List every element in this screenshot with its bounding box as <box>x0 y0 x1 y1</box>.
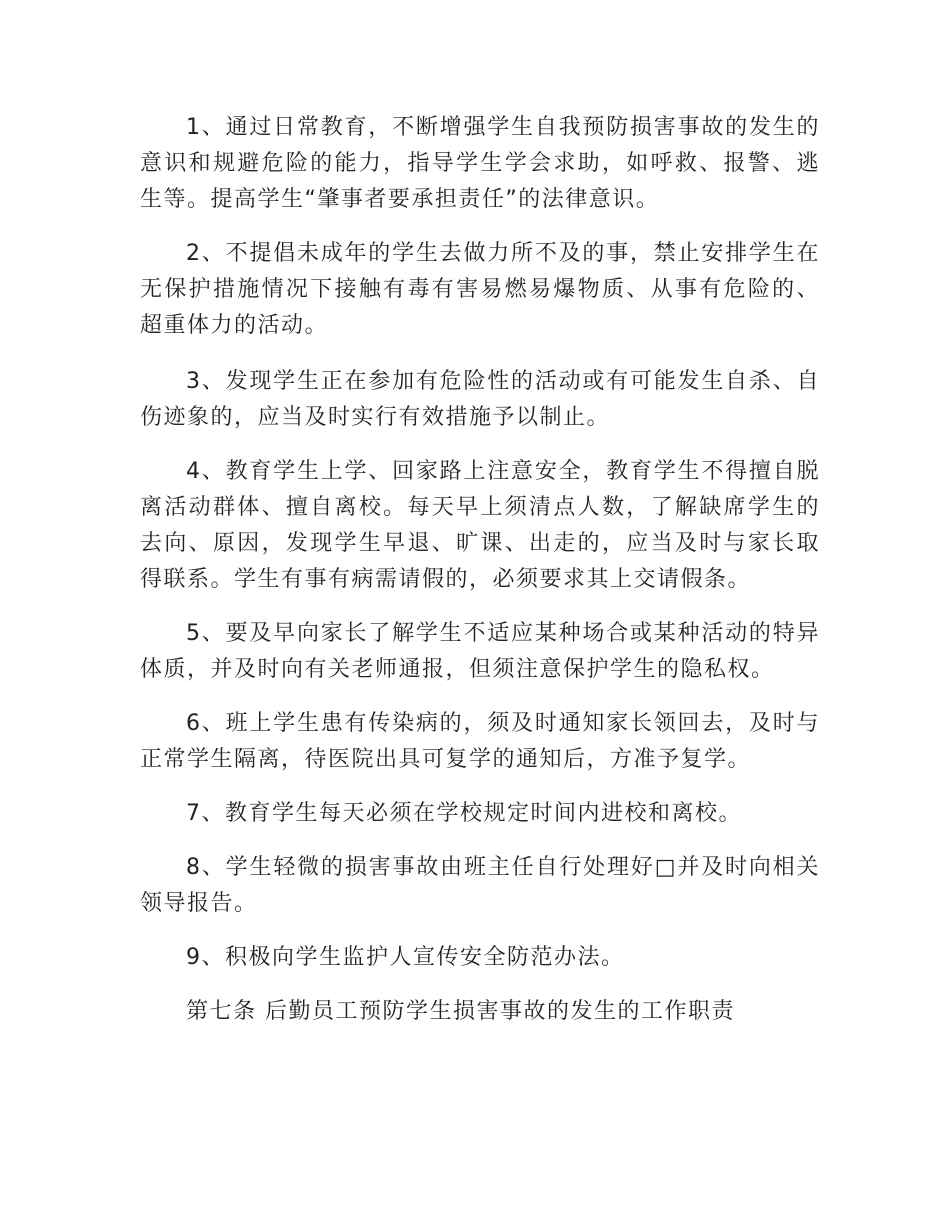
paragraph-2: 2、不提倡未成年的学生去做力所不及的事，禁止安排学生在无保护措施情况下接触有毒有害易燃易爆物质、从事有危险的、超重体力的活动。 <box>140 241 820 338</box>
paragraph-3: 3、发现学生正在参加有危险性的活动或有可能发生自杀、自伤迹象的，应当及时实行有效措施予以制止。 <box>140 369 820 430</box>
paragraph-5: 5、要及早向家长了解学生不适应某种场合或某种活动的特异体质，并及时向有关老师通报，但须注意保护学生的隐私权。 <box>140 621 820 682</box>
paragraph-1: 1、通过日常教育，不断增强学生自我预防损害事故的发生的意识和规避危险的能力，指导学生学会求助，如呼救、报警、逃生等。提高学生“肇事者要承担责任”的法律意识。 <box>140 115 820 212</box>
article-heading: 第七条 后勤员工预防学生损害事故的发生的工作职责 <box>186 999 735 1024</box>
paragraph-9: 9、积极向学生监护人宣传安全防范办法。 <box>186 945 625 970</box>
paragraph-6: 6、班上学生患有传染病的，须及时通知家长领回去，及时与正常学生隔离，待医院出具可复学的通知后，方准予复学。 <box>140 711 820 772</box>
paragraph-4: 4、教育学生上学、回家路上注意安全，教育学生不得擅自脱离活动群体、擅自离校。每天早上须清点人数，了解缺席学生的去向、原因，发现学生早退、旷课、出走的，应当及时与家长取得联系。学生有事有病需请假的，必须要求其上交请假条。 <box>140 459 820 592</box>
paragraph-8: 8、学生轻微的损害事故由班主任自行处理好□并及时向相关领导报告。 <box>140 855 820 916</box>
paragraph-7: 7、教育学生每天必须在学校规定时间内进校和离校。 <box>186 801 742 826</box>
